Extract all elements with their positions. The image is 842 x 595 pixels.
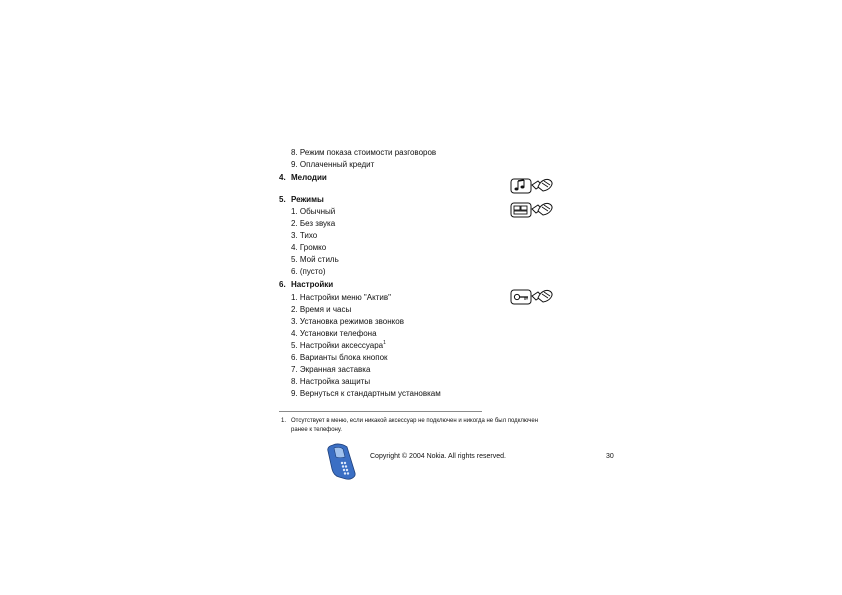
profile-shortcut-icon [510, 199, 556, 219]
menu-item-active-standby-settings: 1. Настройки меню "Актив" [291, 293, 391, 302]
footnote-line-1 [281, 417, 551, 426]
nokia-phone-icon [327, 443, 357, 481]
copyright-label: Copyright [370, 453, 400, 460]
menu-heading-number: 4. [279, 173, 286, 182]
menu-item-profile-my-style: 5. Мой стиль [291, 255, 339, 264]
footnote-marker: 1 [383, 340, 386, 346]
menu-heading-settings [279, 280, 333, 290]
menu-item-restore-factory-settings: 9. Вернуться к стандартным установкам [291, 389, 441, 398]
copyright-text: 2004 Nokia. All rights reserved. [409, 453, 506, 460]
menu-item-call-cost-display: 8. Режим показа стоимости разговоров [291, 148, 437, 157]
menu-item-label: 5. Настройки аксессуара [291, 341, 384, 350]
copyright-notice [370, 452, 506, 461]
menu-item-keypad-options: 6. Варианты блока кнопок [291, 353, 388, 362]
footnote-line-2: ранее к телефону. [291, 427, 342, 433]
footnote-text: Отсутствует в меню, если никакой аксессуар не подключен и никогда не был подключен [291, 418, 539, 424]
menu-item-prepaid-credit: 9. Оплаченный кредит [291, 160, 375, 169]
menu-heading-profiles [279, 195, 324, 205]
menu-item-profile-loud: 4. Громко [291, 243, 327, 252]
menu-item-call-settings: 3. Установка режимов звонков [291, 317, 404, 326]
footnote [281, 417, 551, 435]
menu-item-screen-saver: 7. Экранная заставка [291, 365, 371, 374]
menu-heading-label: Режимы [291, 195, 324, 204]
copyright-symbol: © [401, 453, 408, 460]
menu-item-phone-settings: 4. Установки телефона [291, 329, 377, 338]
footnote-divider [279, 411, 482, 412]
menu-item-profile-empty: 6. (пусто) [291, 267, 326, 276]
menu-heading-label: Настройки [291, 280, 334, 289]
menu-heading-number: 5. [279, 195, 286, 204]
menu-heading-number: 6. [279, 280, 286, 289]
menu-item-security-settings: 8. Настройка защиты [291, 377, 371, 386]
menu-item-enhancement-settings [291, 341, 386, 351]
footnote-number: 1. [281, 418, 287, 424]
page-number: 30 [606, 453, 614, 460]
settings-shortcut-icon [510, 286, 556, 306]
menu-item-profile-discreet: 3. Тихо [291, 231, 318, 240]
menu-item-profile-general: 1. Обычный [291, 207, 336, 216]
menu-heading-label: Мелодии [291, 173, 327, 182]
menu-heading-melodies [279, 173, 327, 183]
menu-item-profile-silent: 2. Без звука [291, 219, 336, 228]
menu-item-time-and-date: 2. Время и часы [291, 305, 352, 314]
melody-shortcut-icon [510, 175, 556, 195]
